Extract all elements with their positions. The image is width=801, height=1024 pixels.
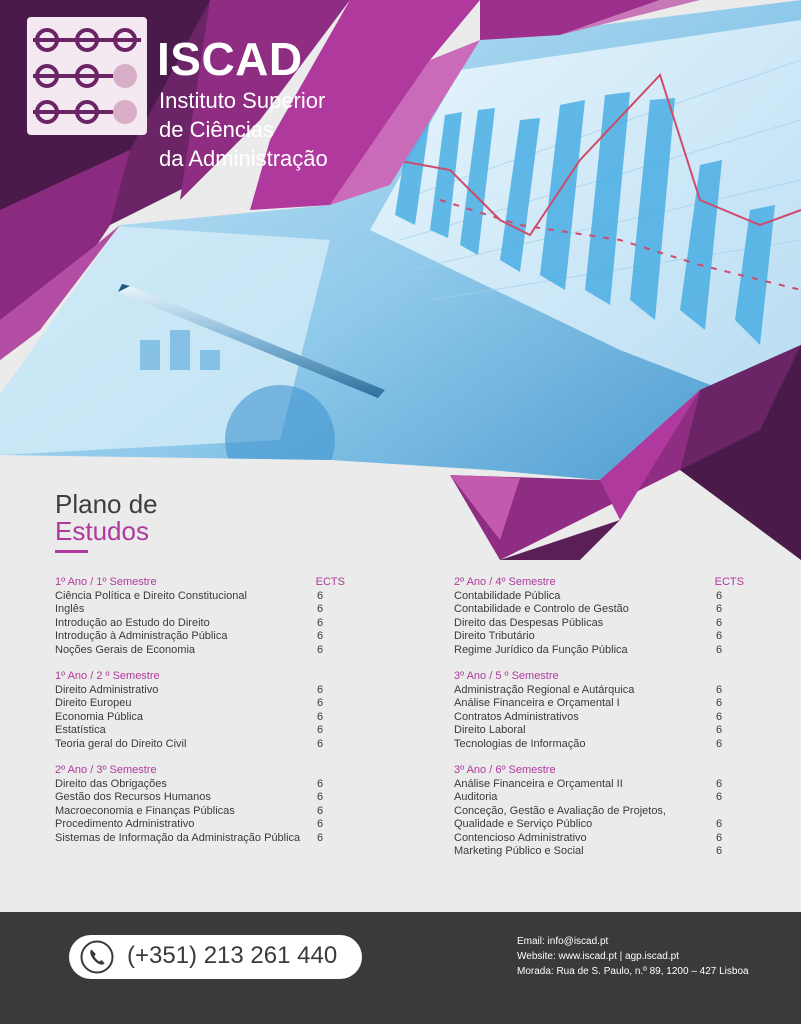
course-credits: 6 bbox=[317, 710, 324, 723]
ects-header: ECTS bbox=[315, 576, 345, 588]
contact-email[interactable]: Email: info@iscad.pt bbox=[517, 936, 609, 947]
course-name: Direito Laboral bbox=[454, 724, 526, 736]
course-row bbox=[55, 603, 345, 617]
course-credits: 6 bbox=[317, 589, 324, 602]
course-row bbox=[55, 778, 345, 792]
course-name: Macroeconomia e Finanças Públicas bbox=[55, 804, 235, 817]
course-name: Introdução ao Estudo do Direito bbox=[55, 616, 210, 629]
course-credits: 6 bbox=[317, 831, 324, 844]
course-name: Procedimento Administrativo bbox=[55, 818, 195, 830]
page-title-line-1: Plano de bbox=[55, 489, 158, 519]
course-row bbox=[454, 805, 744, 819]
course-name: Inglês bbox=[55, 603, 85, 615]
semester-heading bbox=[55, 576, 345, 590]
course-credits: 6 bbox=[716, 616, 723, 629]
course-row bbox=[55, 805, 345, 819]
course-row bbox=[454, 818, 744, 832]
course-credits: 6 bbox=[317, 616, 324, 629]
course-row bbox=[454, 644, 744, 658]
course-row bbox=[454, 603, 744, 617]
course-name: Análise Financeira e Orçamental II bbox=[454, 777, 623, 790]
course-credits: 6 bbox=[317, 804, 324, 817]
course-row bbox=[55, 738, 345, 752]
course-row bbox=[454, 590, 744, 604]
course-name: Direito das Obrigações bbox=[55, 777, 167, 790]
semester-heading bbox=[55, 764, 345, 778]
logo-line-2: de Ciências bbox=[159, 117, 274, 142]
course-row bbox=[454, 617, 744, 631]
footer bbox=[0, 912, 801, 1024]
contact-website[interactable]: Website: www.iscad.pt | agp.iscad.pt bbox=[517, 951, 679, 962]
course-name: Gestão dos Recursos Humanos bbox=[55, 791, 211, 803]
curriculum-right-column bbox=[454, 576, 744, 859]
course-credits: 6 bbox=[716, 603, 723, 615]
course-row bbox=[454, 697, 744, 711]
course-name: Direito Tributário bbox=[454, 630, 535, 642]
course-credits: 6 bbox=[716, 710, 723, 723]
course-name: Conceção, Gestão e Avaliação de Projetos, bbox=[454, 804, 666, 817]
logo-wordmark: ISCAD bbox=[157, 33, 303, 85]
semester-heading bbox=[55, 670, 345, 684]
course-credits: 6 bbox=[716, 697, 723, 709]
ects-header: ECTS bbox=[714, 576, 744, 588]
course-row bbox=[55, 630, 345, 644]
course-name: Ciência Política e Direito Constitucional bbox=[55, 589, 247, 602]
course-credits: 6 bbox=[317, 818, 324, 830]
course-name: Introdução à Administração Pública bbox=[55, 630, 228, 642]
title-underline bbox=[55, 550, 88, 553]
course-name: Regime Jurídico da Função Pública bbox=[454, 643, 628, 656]
course-row bbox=[55, 590, 345, 604]
course-name: Economia Pública bbox=[55, 710, 144, 723]
course-row bbox=[55, 684, 345, 698]
course-credits: 6 bbox=[716, 630, 723, 642]
course-credits: 6 bbox=[317, 724, 324, 736]
course-row bbox=[454, 832, 744, 846]
course-row bbox=[55, 617, 345, 631]
semester-heading bbox=[454, 764, 744, 778]
semester-heading bbox=[454, 670, 744, 684]
course-credits: 6 bbox=[716, 737, 723, 750]
semester-block bbox=[454, 764, 744, 859]
course-row bbox=[55, 724, 345, 738]
course-credits: 6 bbox=[716, 724, 723, 736]
semester-block bbox=[55, 670, 345, 751]
course-row bbox=[55, 644, 345, 658]
phone-number: (+351) 213 261 440 bbox=[127, 942, 338, 969]
course-name: Contabilidade e Controlo de Gestão bbox=[454, 603, 629, 615]
course-row bbox=[454, 630, 744, 644]
semester-block bbox=[55, 576, 345, 657]
course-credits: 6 bbox=[716, 683, 723, 696]
course-credits: 6 bbox=[317, 603, 324, 615]
semester-title: 3º Ano / 5 º Semestre bbox=[454, 670, 559, 682]
course-name: Direito Europeu bbox=[55, 697, 132, 709]
logo-line-1: Instituto Superior bbox=[159, 88, 326, 113]
semester-block bbox=[55, 764, 345, 845]
phone-icon bbox=[80, 940, 114, 974]
course-name: Qualidade e Serviço Público bbox=[454, 818, 593, 830]
course-credits: 6 bbox=[317, 737, 324, 750]
course-credits: 6 bbox=[317, 643, 324, 656]
semester-title: 2º Ano / 3º Semestre bbox=[55, 764, 157, 776]
course-name: Auditoria bbox=[454, 791, 498, 803]
semester-title: 2º Ano / 4º Semestre bbox=[454, 576, 556, 588]
course-credits: 6 bbox=[716, 589, 723, 602]
course-row bbox=[454, 845, 744, 859]
course-name: Administração Regional e Autárquica bbox=[454, 683, 635, 696]
page-title-line-2: Estudos bbox=[55, 516, 149, 546]
semester-heading bbox=[454, 576, 744, 590]
course-credits: 6 bbox=[317, 777, 324, 790]
semester-block bbox=[454, 576, 744, 657]
course-credits: 6 bbox=[716, 845, 723, 857]
semester-title: 3º Ano / 6º Semestre bbox=[454, 764, 556, 776]
course-name: Teoria geral do Direito Civil bbox=[55, 737, 187, 750]
logo-mark bbox=[27, 17, 147, 135]
course-row bbox=[454, 791, 744, 805]
course-credits: 6 bbox=[317, 697, 324, 709]
course-row bbox=[454, 684, 744, 698]
course-credits: 6 bbox=[317, 791, 324, 803]
course-name: Análise Financeira e Orçamental I bbox=[454, 697, 620, 709]
course-credits: 6 bbox=[716, 791, 723, 803]
course-row bbox=[55, 791, 345, 805]
course-name: Direito Administrativo bbox=[55, 683, 159, 696]
course-credits: 6 bbox=[317, 630, 324, 642]
course-row bbox=[454, 738, 744, 752]
course-row bbox=[55, 832, 345, 846]
course-credits: 6 bbox=[716, 777, 723, 790]
logo-line-3: da Administração bbox=[159, 146, 328, 171]
course-credits: 6 bbox=[317, 683, 324, 696]
course-name: Contencioso Administrativo bbox=[454, 831, 587, 844]
course-row bbox=[454, 778, 744, 792]
course-name: Marketing Público e Social bbox=[454, 845, 584, 857]
phone-pill[interactable] bbox=[69, 935, 362, 979]
course-name: Estatística bbox=[55, 724, 106, 736]
course-name: Noções Gerais de Economia bbox=[55, 643, 196, 656]
course-name: Sistemas de Informação da Administração Pública bbox=[55, 831, 301, 844]
semester-title: 1º Ano / 1º Semestre bbox=[55, 576, 157, 588]
course-name: Contratos Administrativos bbox=[454, 710, 579, 723]
contact-address: Morada: Rua de S. Paulo, n.º 89, 1200 – 427 Lisboa bbox=[517, 966, 749, 977]
course-name: Direito das Despesas Públicas bbox=[454, 616, 604, 629]
course-row bbox=[55, 711, 345, 725]
curriculum-left-column bbox=[55, 576, 345, 845]
course-credits: 6 bbox=[716, 831, 723, 844]
course-row bbox=[454, 724, 744, 738]
course-name: Contabilidade Pública bbox=[454, 589, 561, 602]
semester-title: 1º Ano / 2 º Semestre bbox=[55, 670, 160, 682]
course-credits: 6 bbox=[716, 818, 723, 830]
course-credits: 6 bbox=[716, 643, 723, 656]
course-name: Tecnologias de Informação bbox=[454, 737, 586, 750]
semester-block bbox=[454, 670, 744, 751]
course-row bbox=[55, 697, 345, 711]
course-row bbox=[55, 818, 345, 832]
course-row bbox=[454, 711, 744, 725]
